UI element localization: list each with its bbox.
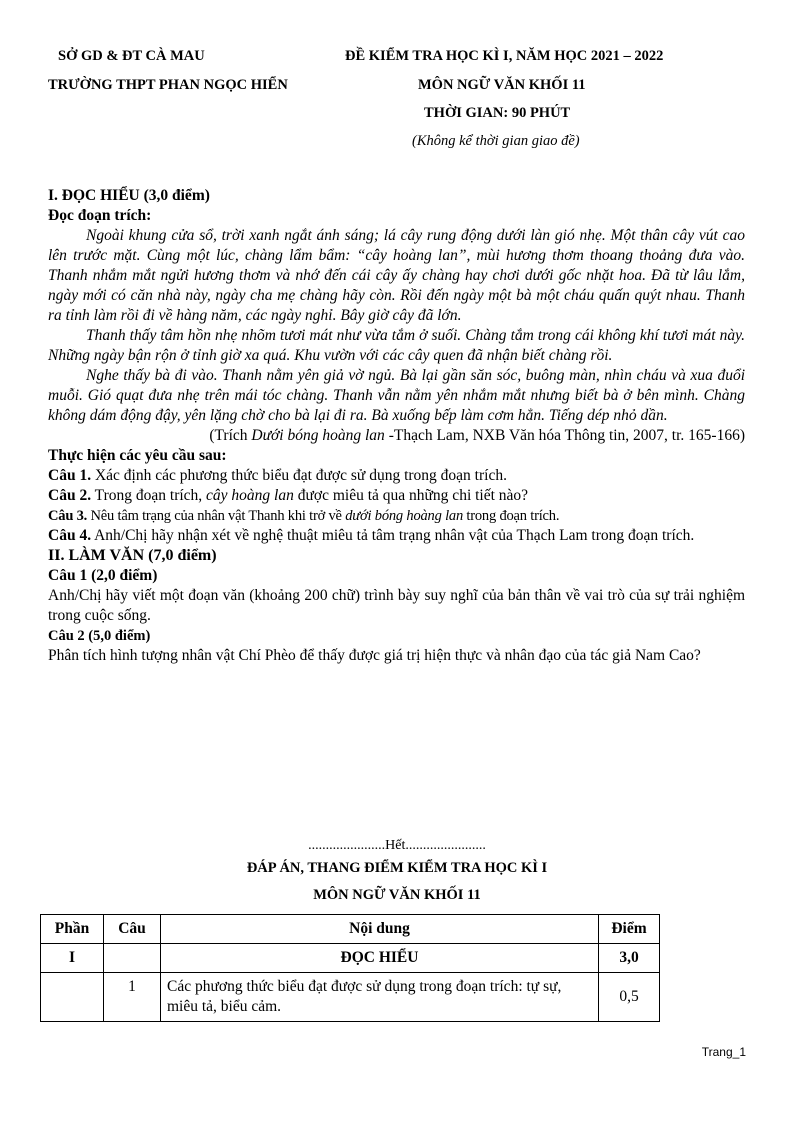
excerpt-para-1: Ngoài khung cửa sổ, trời xanh ngắt ánh sáng; lá cây rung động dưới làn gió nhẹ. Một thân cây vút cao lên trước mặt. Cùng một lúc, chàng lẩm bẩm: “cây hoàng lan”, mùi hương thơm thoang thoảng đưa vào. Thanh nhắm mắt ngửi hương thơm và nhớ đến cái cây ấy chàng hay chơi dưới gốc nhặt hoa. Đã từ lâu lắm, ngày mới có căn nhà này, ngày cha mẹ chàng hãy còn. Rồi đến ngày một bà một cháu quấn quýt nhau. Thanh ra tỉnh làm rồi đi về hàng năm, các ngày nghỉ. Bây giờ cây đã lớn. xyxy=(48,227,745,324)
question-3: Câu 3. Nêu tâm trạng của nhân vật Thanh khi trở về dưới bóng hoàng lan trong đoạn trích. xyxy=(48,508,560,524)
requirements-heading: Thực hiện các yêu cầu sau: xyxy=(48,447,227,464)
answer-subtitle: MÔN NGỮ VĂN KHỐI 11 xyxy=(313,887,481,903)
question-2: Câu 2. Trong đoạn trích, cây hoàng lan được miêu tả qua những chi tiết nào? xyxy=(48,487,529,504)
header-content: Nội dung xyxy=(161,915,599,944)
dept-name: SỞ GD & ĐT CÀ MAU xyxy=(58,48,205,64)
excerpt-para-2: Thanh thấy tâm hồn nhẹ nhõm tươi mát như vừa tắm ở suối. Chàng tắm trong cái không khí tươi mát này. Những ngày bận rộn ở tỉnh giờ xa quá. Khu vườn với các cây quen đã nhận biết chàng rồi. xyxy=(48,327,745,364)
part1-subtitle: Đọc đoạn trích: xyxy=(48,207,152,224)
exam-title: ĐỀ KIỂM TRA HỌC KÌ I, NĂM HỌC 2021 – 2022 xyxy=(345,48,664,64)
question-4: Câu 4. Anh/Chị hãy nhận xét về nghệ thuật miêu tả tâm trạng nhân vật của Thạch Lam trong đoạn trích. xyxy=(48,527,695,544)
essay-q2-title: Câu 2 (5,0 điểm) xyxy=(48,628,151,644)
excerpt-source: (Trích Dưới bóng hoàng lan -Thạch Lam, NXB Văn hóa Thông tin, 2007, tr. 165-166) xyxy=(209,427,745,444)
table-row: 1 Các phương thức biểu đạt được sử dụng trong đoạn trích: tự sự, miêu tả, biểu cảm. 0,5 xyxy=(41,973,660,1022)
time-note: (Không kể thời gian giao đề) xyxy=(412,133,580,149)
essay-q2-text: Phân tích hình tượng nhân vật Chí Phèo để thấy được giá trị hiện thực và nhân đạo của tác giả Nam Cao? xyxy=(48,647,701,664)
time-limit: THỜI GIAN: 90 PHÚT xyxy=(424,105,571,121)
essay-q1-title: Câu 1 (2,0 điểm) xyxy=(48,567,158,584)
answer-title: ĐÁP ÁN, THANG ĐIỂM KIỂM TRA HỌC KÌ I xyxy=(246,860,548,876)
end-mark: ......................Hết....................... xyxy=(308,838,486,853)
page-number: Trang_1 xyxy=(701,1045,746,1059)
table-row: I ĐỌC HIỂU 3,0 xyxy=(41,944,660,973)
exam-body xyxy=(48,186,745,666)
header-question: Câu xyxy=(104,915,161,944)
table-header-row xyxy=(41,915,660,944)
part2-title: II. LÀM VĂN (7,0 điểm) xyxy=(48,547,217,564)
header-score: Điểm xyxy=(599,915,660,944)
subject-title: MÔN NGỮ VĂN KHỐI 11 xyxy=(418,77,586,93)
school-name: TRƯỜNG THPT PHAN NGỌC HIỂN xyxy=(48,77,288,93)
excerpt-para-3: Nghe thấy bà đi vào. Thanh nằm yên giả vờ ngủ. Bà lại gần săn sóc, buông màn, nhìn cháu và xua đuổi muỗi. Gió quạt đưa nhẹ trên mái tóc chàng. Thanh vẫn nằm yên nhắm mắt nhưng biết bà ở bên mình. Chàng không dám động đậy, yên lặng chờ cho bà lại đi ra. Bà xuống bếp làm cơm hẳn. Tiếng dép nhỏ dần. xyxy=(48,367,745,424)
header-part: Phần xyxy=(41,915,104,944)
part1-title: I. ĐỌC HIỂU (3,0 điểm) xyxy=(48,187,210,204)
question-1: Câu 1. Xác định các phương thức biểu đạt được sử dụng trong đoạn trích. xyxy=(48,467,507,484)
answer-table xyxy=(40,914,660,1022)
essay-q1-text: Anh/Chị hãy viết một đoạn văn (khoảng 200 chữ) trình bày suy nghĩ của bản thân về vai trò của sự trải nghiệm trong cuộc sống. xyxy=(48,587,745,624)
